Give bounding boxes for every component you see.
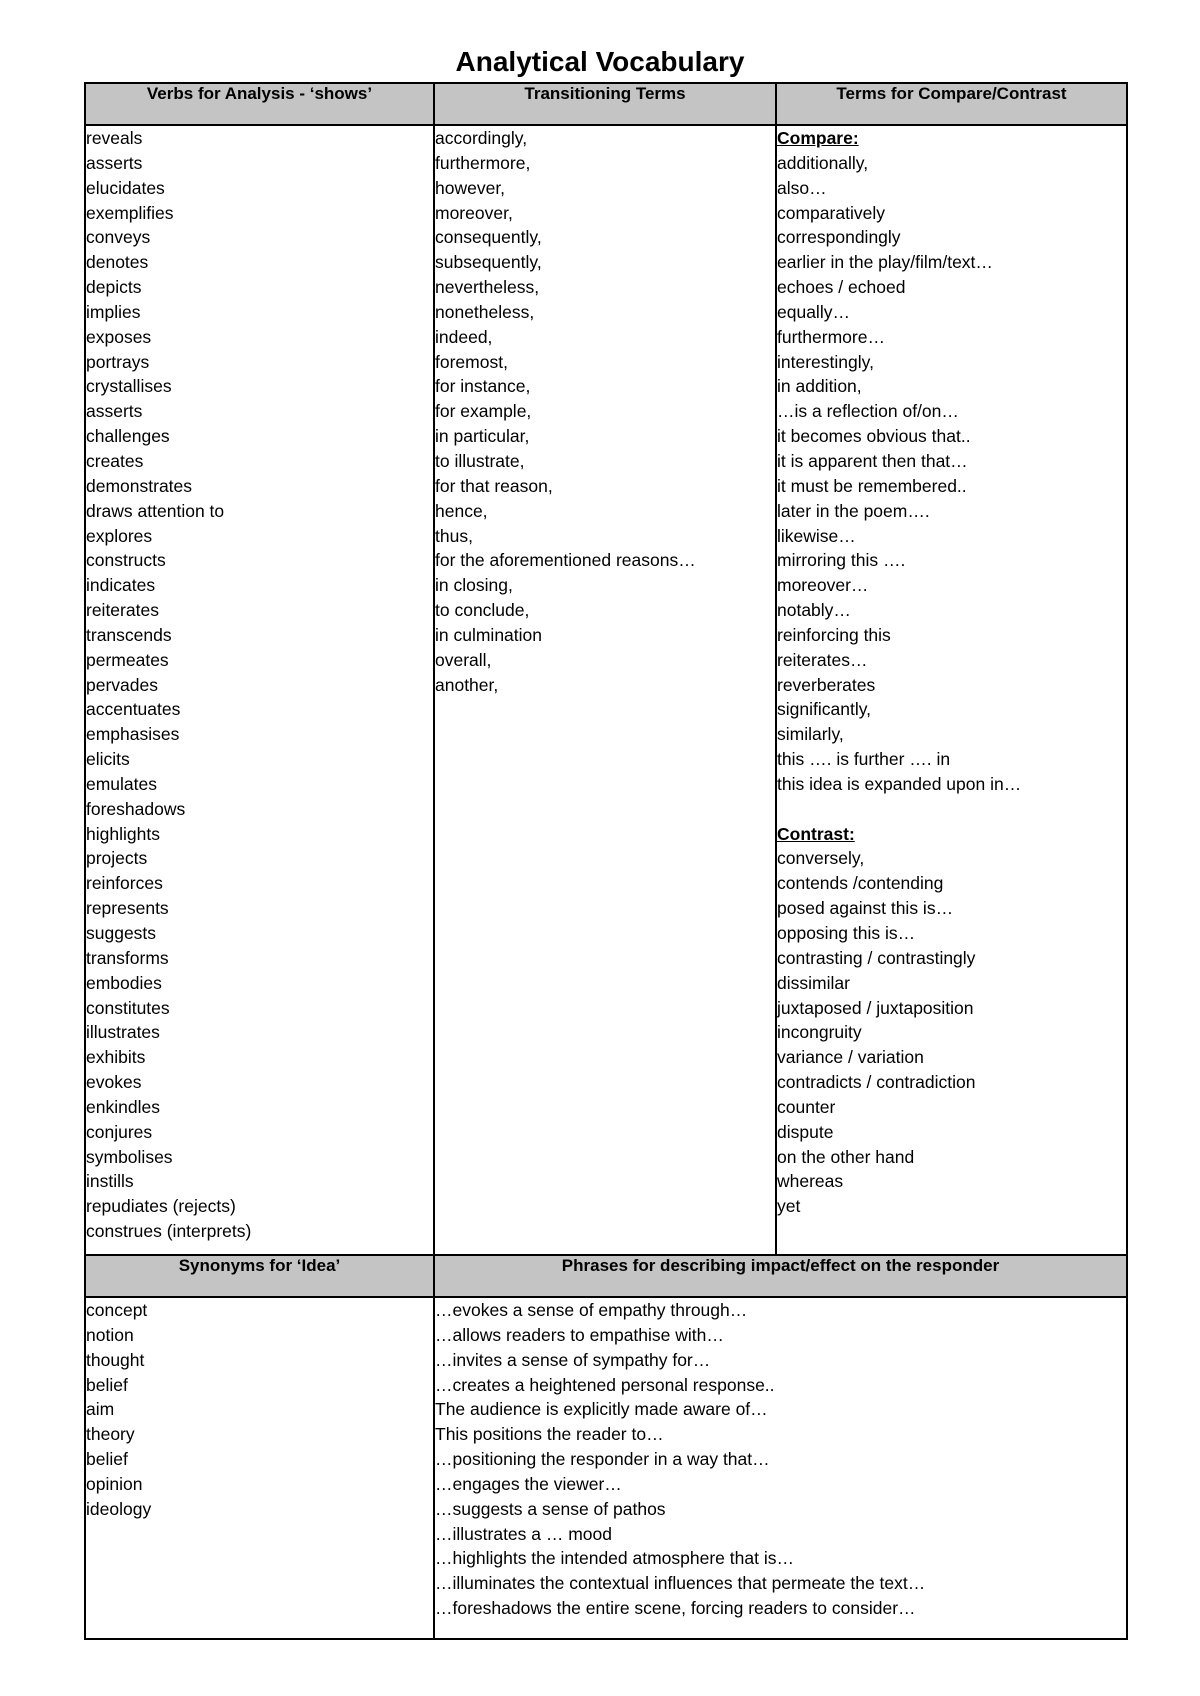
transition-item: for the aforementioned reasons… (435, 550, 696, 571)
idea-synonym-item: theory (86, 1424, 135, 1445)
transition-item: accordingly, (435, 128, 528, 148)
compare-item: similarly, (777, 724, 844, 745)
phrases-list (435, 1298, 1126, 1621)
compare-item: it must be remembered.. (777, 475, 967, 496)
verb-item: enkindles (86, 1096, 160, 1117)
phrase-item: …foreshadows the entire scene, forcing readers to consider… (435, 1598, 916, 1619)
compare-item: earlier in the play/film/text… (777, 252, 993, 273)
phrase-item: …positioning the responder in a way that… (435, 1449, 770, 1470)
verb-item: exhibits (86, 1047, 146, 1068)
idea-synonym-item: belief (86, 1449, 128, 1470)
phrase-item: This positions the reader to… (435, 1424, 664, 1445)
transition-item: overall, (435, 649, 492, 670)
idea-synonym-item: belief (86, 1374, 128, 1395)
phrase-item: …illustrates a … mood (435, 1523, 613, 1544)
compare-item: additionally, (777, 152, 869, 173)
verb-item: accentuates (86, 699, 181, 720)
transitions-list (435, 126, 775, 697)
compare-item: comparatively (777, 202, 885, 223)
transition-item: hence, (435, 500, 488, 521)
page-title: Analytical Vocabulary (455, 46, 745, 77)
header-verbs: Verbs for Analysis - ‘shows’ (85, 83, 434, 125)
contrast-item: counter (777, 1096, 836, 1117)
verb-item: indicates (86, 575, 156, 596)
verb-item: transcends (86, 624, 172, 645)
compare-item: moreover… (777, 575, 869, 596)
contrast-item: dissimilar (777, 972, 850, 993)
compare-item: significantly, (777, 699, 872, 720)
phrase-item: …creates a heightened personal response.. (435, 1374, 775, 1395)
compare-list (777, 126, 1126, 151)
contrast-item: dispute (777, 1121, 834, 1142)
transition-item: in culmination (435, 624, 542, 645)
transition-item: foremost, (435, 351, 508, 372)
verb-item: transforms (86, 947, 169, 968)
compare-item: it is apparent then that… (777, 450, 968, 471)
transitions-column (434, 125, 776, 1255)
transition-item: nevertheless, (435, 277, 540, 298)
compare-item: notably… (777, 600, 851, 621)
contrast-item: contradicts / contradiction (777, 1072, 976, 1093)
compare-item: this …. is further …. in (777, 749, 951, 770)
transition-item: however, (435, 177, 506, 198)
verb-item: represents (86, 898, 169, 919)
contrast-item: whereas (777, 1171, 844, 1192)
verb-item: pervades (86, 674, 158, 695)
header-transitions: Transitioning Terms (434, 83, 776, 125)
transition-item: to illustrate, (435, 450, 525, 471)
verbs-list (86, 126, 433, 1244)
contrast-item: yet (777, 1196, 801, 1217)
verb-item: conjures (86, 1121, 153, 1142)
verb-item: reiterates (86, 600, 159, 621)
compare-items (777, 151, 1126, 797)
verb-item: portrays (86, 351, 150, 372)
transition-item: indeed, (435, 326, 493, 347)
verb-item: embodies (86, 972, 162, 993)
verb-item: instills (86, 1171, 134, 1192)
idea-synonym-item: opinion (86, 1473, 143, 1494)
phrase-item: …engages the viewer… (435, 1473, 622, 1494)
verb-item: reinforces (86, 873, 163, 894)
verb-item: exemplifies (86, 202, 174, 223)
verb-item: repudiates (rejects) (86, 1196, 236, 1217)
compare-item: this idea is expanded upon in… (777, 773, 1022, 794)
verb-item: elicits (86, 749, 130, 770)
verb-item: reveals (86, 128, 143, 148)
verb-item: foreshadows (86, 798, 186, 819)
verb-item: elucidates (86, 177, 165, 198)
verb-item: emulates (86, 773, 158, 794)
vocabulary-table (84, 82, 1128, 1640)
compare-item: likewise… (777, 525, 856, 546)
contrast-item: on the other hand (777, 1146, 915, 1167)
contrast-items (777, 846, 1126, 1219)
contrast-list (777, 822, 1126, 847)
phrase-item: …evokes a sense of empathy through… (435, 1300, 748, 1320)
verb-item: challenges (86, 426, 170, 447)
transition-item: for instance, (435, 376, 531, 397)
verb-item: evokes (86, 1072, 142, 1093)
compare-subheading: Compare: (777, 128, 859, 148)
compare-item: …is a reflection of/on… (777, 401, 959, 422)
idea-synonym-item: concept (86, 1300, 148, 1320)
transition-item: moreover, (435, 202, 513, 223)
verb-item: creates (86, 450, 144, 471)
verb-item: depicts (86, 277, 142, 298)
verb-item: explores (86, 525, 153, 546)
contrast-item: conversely, (777, 848, 865, 869)
verb-item: crystallises (86, 376, 172, 397)
verb-item: illustrates (86, 1022, 160, 1043)
phrase-item: …illuminates the contextual influences that permeate the text… (435, 1573, 926, 1594)
phrase-item: …highlights the intended atmosphere that is… (435, 1548, 794, 1569)
verb-item: exposes (86, 326, 152, 347)
transition-item: to conclude, (435, 600, 530, 621)
idea-synonym-item: aim (86, 1399, 115, 1420)
contrast-item: incongruity (777, 1022, 862, 1043)
verb-item: projects (86, 848, 148, 869)
transition-item: subsequently, (435, 252, 542, 273)
verb-item: denotes (86, 252, 149, 273)
verb-item: conveys (86, 227, 151, 248)
transition-item: nonetheless, (435, 301, 535, 322)
compare-item: later in the poem…. (777, 500, 930, 521)
idea-synonym-item: notion (86, 1324, 134, 1345)
contrast-item: juxtaposed / juxtaposition (777, 997, 974, 1018)
compare-column (776, 125, 1127, 1255)
compare-item: mirroring this …. (777, 550, 906, 571)
verb-item: symbolises (86, 1146, 173, 1167)
compare-item: interestingly, (777, 351, 874, 372)
transition-item: furthermore, (435, 152, 531, 173)
verb-item: constructs (86, 550, 166, 571)
contrast-item: opposing this is… (777, 923, 916, 943)
verb-item: highlights (86, 823, 160, 844)
header-idea: Synonyms for ‘Idea’ (85, 1255, 434, 1297)
verb-item: demonstrates (86, 475, 193, 496)
phrase-item: The audience is explicitly made aware of… (435, 1399, 768, 1420)
phrase-item: …invites a sense of sympathy for… (435, 1349, 711, 1370)
compare-item: in addition, (777, 376, 862, 397)
verb-item: draws attention to (86, 500, 225, 521)
compare-item: echoes / echoed (777, 277, 906, 298)
compare-item: reinforcing this (777, 624, 891, 645)
compare-item: equally… (777, 301, 850, 322)
transition-item: for that reason, (435, 475, 553, 496)
compare-item: also… (777, 177, 827, 198)
verb-item: implies (86, 301, 141, 322)
verb-item: construes (interprets) (86, 1221, 252, 1242)
verb-item: asserts (86, 401, 143, 422)
header-phrases: Phrases for describing impact/effect on the responder (434, 1255, 1127, 1297)
compare-item: correspondingly (777, 227, 901, 248)
verb-item: permeates (86, 649, 169, 670)
compare-item: it becomes obvious that.. (777, 426, 971, 447)
phrase-item: …allows readers to empathise with… (435, 1324, 724, 1345)
compare-item: reverberates (777, 674, 876, 695)
contrast-item: variance / variation (777, 1047, 924, 1068)
transition-item: consequently, (435, 227, 542, 248)
verb-item: emphasises (86, 724, 180, 745)
transition-item: in closing, (435, 575, 513, 596)
verbs-column (85, 125, 434, 1255)
idea-column (85, 1297, 434, 1639)
contrast-item: posed against this is… (777, 898, 954, 919)
idea-synonym-item: thought (86, 1349, 145, 1370)
compare-item: reiterates… (777, 649, 868, 670)
idea-synonym-item: ideology (86, 1498, 152, 1519)
spacer (777, 797, 1126, 822)
contrast-item: contrasting / contrastingly (777, 947, 976, 968)
transition-item: in particular, (435, 426, 530, 447)
contrast-subheading: Contrast: (777, 823, 855, 844)
compare-item: furthermore… (777, 326, 885, 347)
idea-list (86, 1298, 433, 1522)
phrase-item: …suggests a sense of pathos (435, 1498, 666, 1519)
header-compare: Terms for Compare/Contrast (776, 83, 1127, 125)
verb-item: suggests (86, 923, 157, 943)
verb-item: asserts (86, 152, 143, 173)
transition-item: another, (435, 674, 499, 695)
phrases-column (434, 1297, 1127, 1639)
transition-item: for example, (435, 401, 532, 422)
contrast-item: contends /contending (777, 873, 944, 894)
verb-item: constitutes (86, 997, 170, 1018)
transition-item: thus, (435, 525, 473, 546)
